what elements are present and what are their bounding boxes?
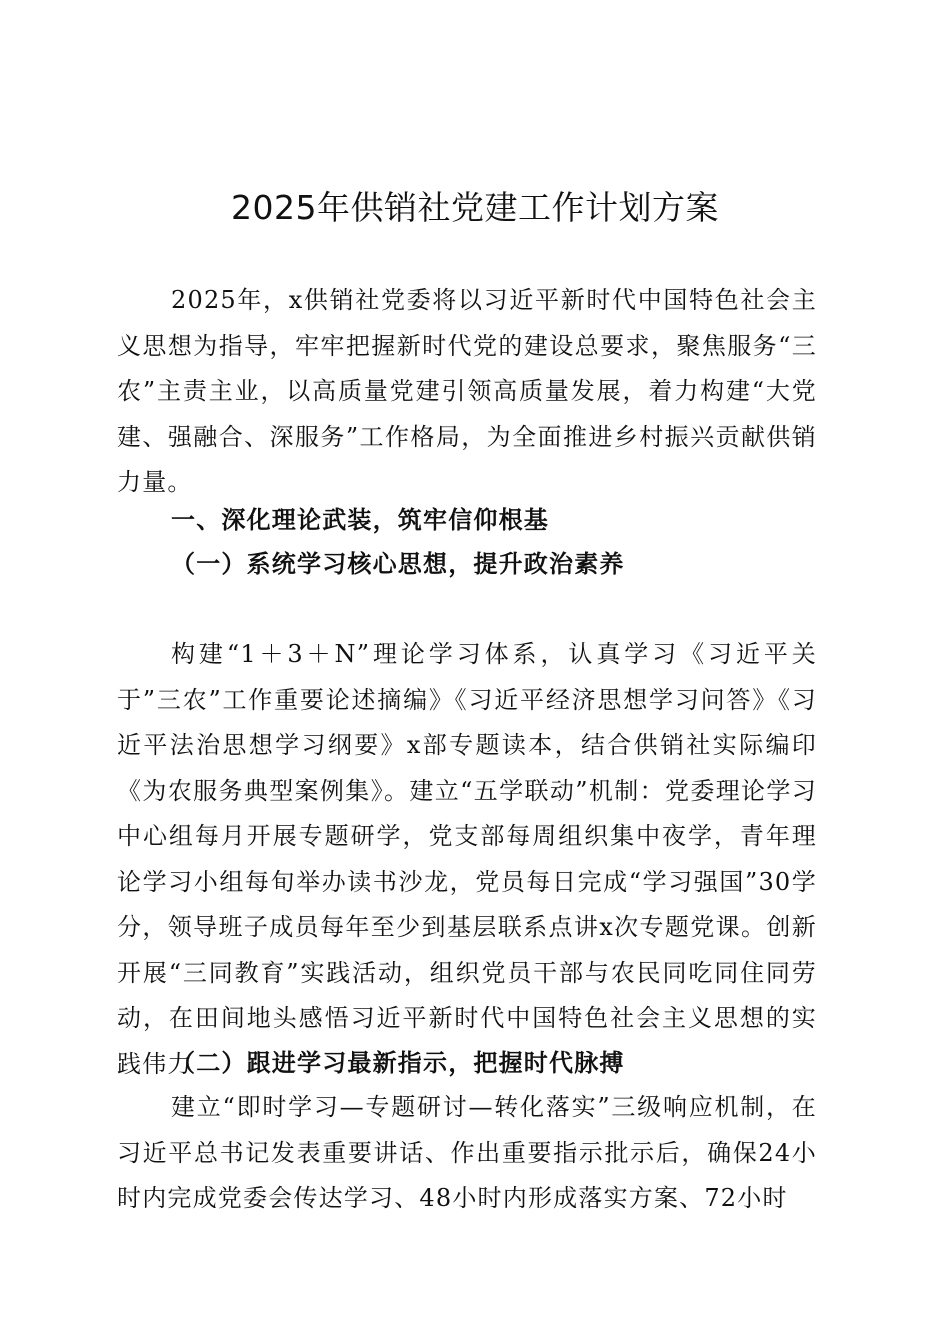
subsection-heading-2: （二）跟进学习最新指示，把握时代脉搏 xyxy=(171,1048,625,1077)
subsection-paragraph-1: 构建“1＋3＋N”理论学习体系，认真学习《习近平关于”三农”工作重要论述摘编》《习近平经济思想学习问答》《习近平法治思想学习纲要》x部专题读本，结合供销社实际编印《为农服务典型案例集》。建立“五学联动”机制：党委理论学习中心组每月开展专题研学，党支部每周组织集中夜学，青年理论学习小组每旬举办读书沙龙，党员每日完成“学习强国”30学分，领导班子成员每年至少到基层联系点讲x次专题党课。创新开展“三同教育”实践活动，组织党员干部与农民同吃同住同劳动，在田间地头感悟习近平新时代中国特色社会主义思想的实践伟力 xyxy=(117,640,817,1078)
section-heading-1: 一、深化理论武装，筑牢信仰根基 xyxy=(171,505,549,534)
intro-paragraph: 2025年，x供销社党委将以习近平新时代中国特色社会主义思想为指导，牢牢把握新时代党的建设总要求，聚焦服务“三农”主责主业，以高质量党建引领高质量发展，着力构建“大党建、强融合、深服务”工作格局，为全面推进乡村振兴贡献供销力量。 xyxy=(117,286,817,496)
subsection-paragraph-2: 建立“即时学习—专题研讨—转化落实”三级响应机制，在习近平总书记发表重要讲话、作出重要指示批示后，确保24小时内完成党委会传达学习、48小时内形成落实方案、72小时 xyxy=(117,1093,817,1212)
subsection-heading-1: （一）系统学习核心思想，提升政治素养 xyxy=(171,549,625,578)
document-title: 2025年供销社党建工作计划方案 xyxy=(231,188,719,227)
